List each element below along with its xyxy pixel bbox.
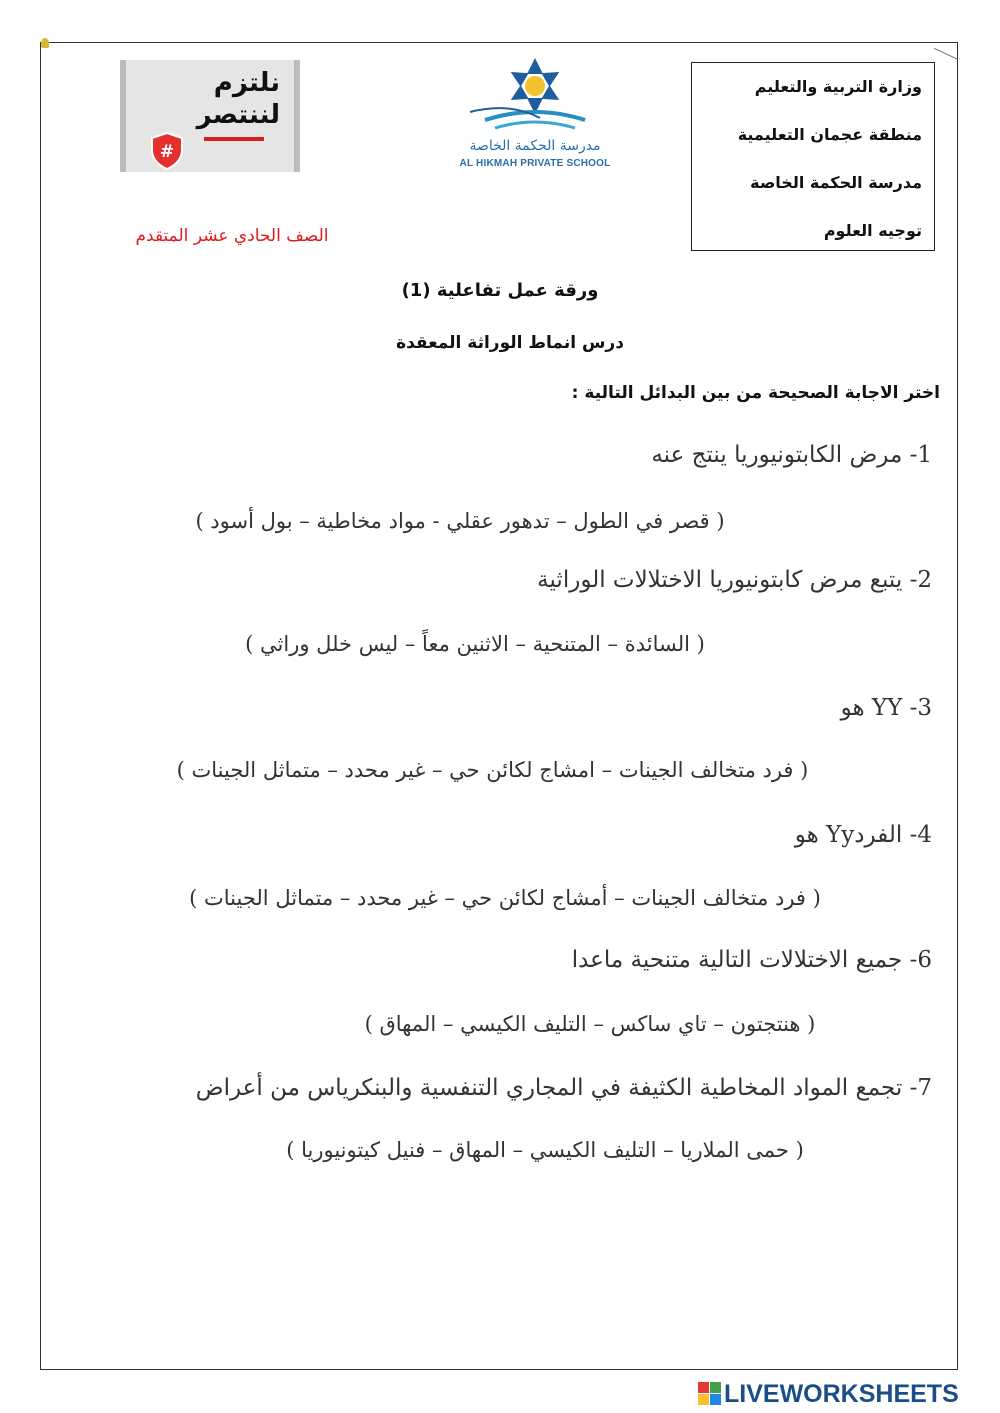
question-4-choices[interactable]: ( فرد متخالف الجينات – أمشاج لكائن حي – غير محدد – متماثل الجينات ) xyxy=(189,886,821,910)
header-ministry: وزارة التربية والتعليم xyxy=(754,77,922,96)
question-1-choices[interactable]: ( قصر في الطول – تدهور عقلي - مواد مخاطية – بول أسود ) xyxy=(195,509,725,533)
commitment-badge xyxy=(120,60,300,172)
logo-name-arabic: مدرسة الحكمة الخاصة xyxy=(469,138,601,154)
worksheet-title: ورقة عمل تفاعلية (1) xyxy=(401,280,599,301)
liveworksheets-brand[interactable] xyxy=(698,1381,959,1407)
shield-hash-icon xyxy=(150,132,184,170)
header-department: توجيه العلوم xyxy=(823,221,922,240)
question-1: 1- مرض الكابتونيوريا ينتج عنه xyxy=(651,442,932,468)
question-6-choices[interactable]: ( هنتجتون – تاي ساكس – التليف الكيسي – المهاق ) xyxy=(364,1012,816,1036)
question-6: 6- جميع الاختلالات التالية متنحية ماعدا xyxy=(571,947,932,973)
question-7-choices[interactable]: ( حمى الملاريا – التليف الكيسي – المهاق – فنيل كيتونيوريا ) xyxy=(286,1138,804,1162)
header-school: مدرسة الحكمة الخاصة xyxy=(750,173,922,192)
school-logo xyxy=(440,52,630,182)
grade-label: الصف الحادي عشر المتقدم xyxy=(135,226,329,246)
shield-hash-symbol: # xyxy=(159,142,175,162)
question-4: 4- الفردYy هو xyxy=(794,822,932,848)
instructions: اختر الاجابة الصحيحة من بين البدائل التالية : xyxy=(571,383,940,403)
ministry-header-box xyxy=(691,62,935,251)
badge-underline xyxy=(204,137,264,141)
question-2-choices[interactable]: ( السائدة – المتنحية – الاثنين معاً – ليس خلل وراثي ) xyxy=(245,632,705,656)
liveworksheets-logo-icon xyxy=(698,1382,722,1406)
lesson-title: درس انماط الوراثة المعقدة xyxy=(396,333,624,353)
question-3-choices[interactable]: ( فرد متخالف الجينات – امشاج لكائن حي – غير محدد – متماثل الجينات ) xyxy=(176,758,809,782)
school-emblem-icon xyxy=(440,52,630,142)
pin-icon xyxy=(41,38,49,48)
badge-line-1: نلتزم xyxy=(213,68,280,98)
logo-name-english: AL HIKMAH PRIVATE SCHOOL xyxy=(459,158,611,169)
question-2: 2- يتبع مرض كابتونيوريا الاختلالات الوراثية xyxy=(537,567,932,593)
question-3: 3- YY هو xyxy=(840,695,932,721)
liveworksheets-wordmark: LIVEWORKSHEETS xyxy=(724,1379,959,1408)
header-zone: منطقة عجمان التعليمية xyxy=(737,125,922,144)
badge-line-2: لننتصر xyxy=(196,100,280,130)
question-7: 7- تجمع المواد المخاطية الكثيفة في المجاري التنفسية والبنكرياس من أعراض xyxy=(195,1075,932,1101)
